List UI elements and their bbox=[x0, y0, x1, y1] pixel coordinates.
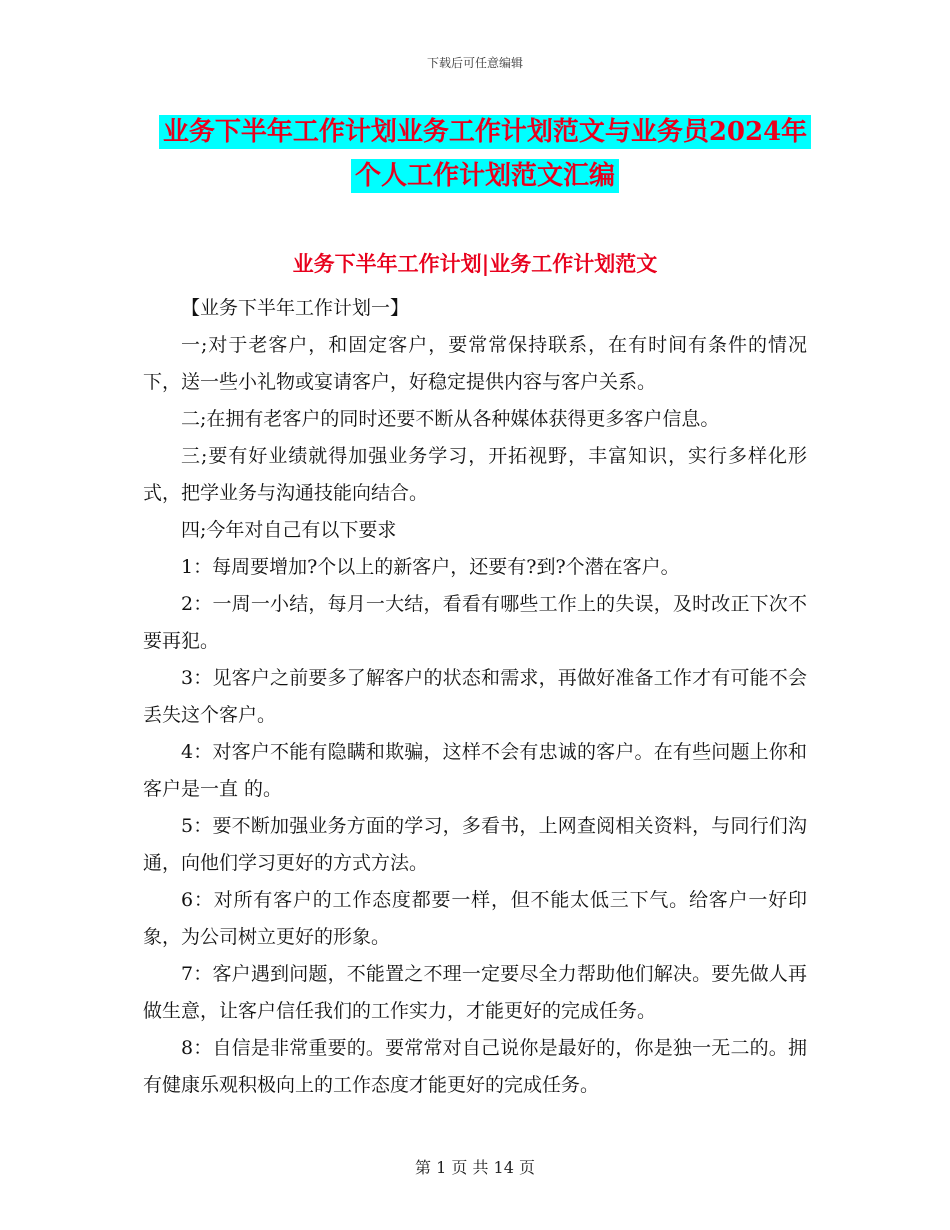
paragraph: 四;今年对自己有以下要求 bbox=[181, 519, 397, 541]
section-title: 业务下半年工作计划|业务工作计划范文 bbox=[292, 251, 658, 276]
paragraph: 1：每周要增加?个以上的新客户，还要有?到?个潜在客户。 bbox=[181, 556, 680, 578]
paragraph: 一;对于老客户，和固定客户，要常常保持联系，在有时间有条件的情况下，送一些小礼物或宴请客户，好稳定提供内容与客户关系。 bbox=[143, 334, 807, 393]
paragraph: 2：一周一小结，每月一大结，看看有哪些工作上的失误，及时改正下次不要再犯。 bbox=[143, 593, 807, 652]
paragraph: 7：客户遇到问题，不能置之不理一定要尽全力帮助他们解决。要先做人再做生意，让客户信任我们的工作实力，才能更好的完成任务。 bbox=[143, 963, 807, 1022]
paragraph: 8：自信是非常重要的。要常常对自己说你是最好的，你是独一无二的。拥有健康乐观积极向上的工作态度才能更好的完成任务。 bbox=[143, 1037, 807, 1096]
page-footer: 第 1 页 共 14 页 bbox=[415, 1158, 535, 1177]
header-note: 下载后可任意编辑 bbox=[426, 56, 523, 70]
paragraph: 3：见客户之前要多了解客户的状态和需求，再做好准备工作才有可能不会丢失这个客户。 bbox=[143, 667, 807, 726]
paragraph: 4：对客户不能有隐瞒和欺骗，这样不会有忠诚的客户。在有些问题上你和客户是一直 的。 bbox=[143, 741, 807, 800]
paragraph: 二;在拥有老客户的同时还要不断从各种媒体获得更多客户信息。 bbox=[181, 408, 720, 430]
document-body bbox=[143, 290, 807, 1104]
document-title bbox=[150, 110, 820, 198]
paragraph: 5：要不断加强业务方面的学习，多看书，上网查阅相关资料，与同行们沟通，向他们学习更好的方式方法。 bbox=[143, 815, 807, 874]
paragraph: 三;要有好业绩就得加强业务学习，开拓视野，丰富知识，实行多样化形式，把学业务与沟通技能向结合。 bbox=[143, 445, 807, 504]
paragraph: 6：对所有客户的工作态度都要一样，但不能太低三下气。给客户一好印象，为公司树立更好的形象。 bbox=[143, 889, 807, 948]
document-title-text: 业务下半年工作计划业务工作计划范文与业务员2024年个人工作计划范文汇编 bbox=[159, 115, 811, 193]
paragraph: 【业务下半年工作计划一】 bbox=[181, 297, 410, 319]
